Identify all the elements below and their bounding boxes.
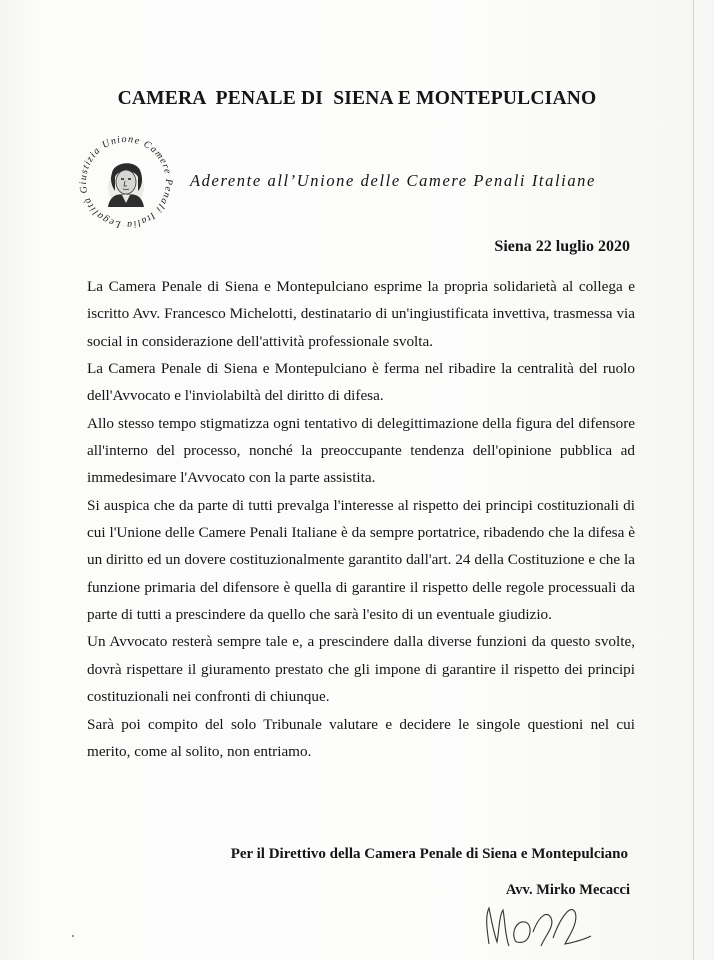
- handwritten-signature-icon: [475, 896, 605, 958]
- signer-name: Avv. Mirko Mecacci: [505, 882, 630, 898]
- paper-speck: [72, 935, 74, 937]
- signoff-line: Per il Direttivo della Camera Penale di Siena e Montepulciano: [230, 846, 628, 862]
- portrait-seal-icon: [66, 126, 186, 236]
- letter-body: [87, 273, 635, 765]
- paragraph: Sarà poi compito del solo Tribunale valutare e decidere le singole questioni nel cui merito, come al solito, non entriamo.: [87, 715, 635, 760]
- tagline: Aderente all’Unione delle Camere Penali Italiane: [190, 171, 596, 190]
- svg-text:Legalità Giustizia Unione Cam: Legalità Giustizia Unione Camere Penali Italia: [77, 133, 175, 231]
- paragraph: Un Avvocato resterà sempre tale e, a prescindere dalla diverse funzioni da questo svolte, dovrà rispettare il giuramento prestato che gli impone di garantire il rispetto dei principi costituzionali nei confronti di chiunque.: [87, 633, 635, 706]
- paragraph: Allo stesso tempo stigmatizza ogni tentativo di delegittimazione della figura del difensore all'interno del processo, nonché la preoccupante tendenza dell'opinione pubblica ad immedesimare l'Avvocato con la parte assistita.: [87, 414, 635, 487]
- paragraph: La Camera Penale di Siena e Montepulciano è ferma nel ribadire la centralità del ruolo dell'Avvocato e l'inviolabiltà del diritto di difesa.: [87, 360, 635, 405]
- paragraph: Si auspica che da parte di tutti prevalga l'interesse al rispetto dei principi costituzionali di cui l'Unione delle Camere Penali Italiane è da sempre portatrice, ribadendo che la difesa è un diritto ed un dovere costituzionalmente garantito dall'art. 24 della Costituzione e che la funzione primaria del difensore è quella di garantire il rispetto delle regole processuali da parte di tutti a prescindere da quello che sarà l'esito di un eventuale giudizio.: [87, 496, 635, 624]
- document-title: CAMERA PENALE DI SIENA E MONTEPULCIANO: [117, 88, 597, 109]
- document-date: Siena 22 luglio 2020: [494, 238, 630, 255]
- paragraph: La Camera Penale di Siena e Montepulciano esprime la propria solidarietà al collega e iscritto Avv. Francesco Michelotti, destinatario di un'ingiustificata invettiva, trasmessa via social in considerazione dell'attività professionale svolta.: [87, 278, 635, 350]
- paper-edge: [693, 0, 694, 960]
